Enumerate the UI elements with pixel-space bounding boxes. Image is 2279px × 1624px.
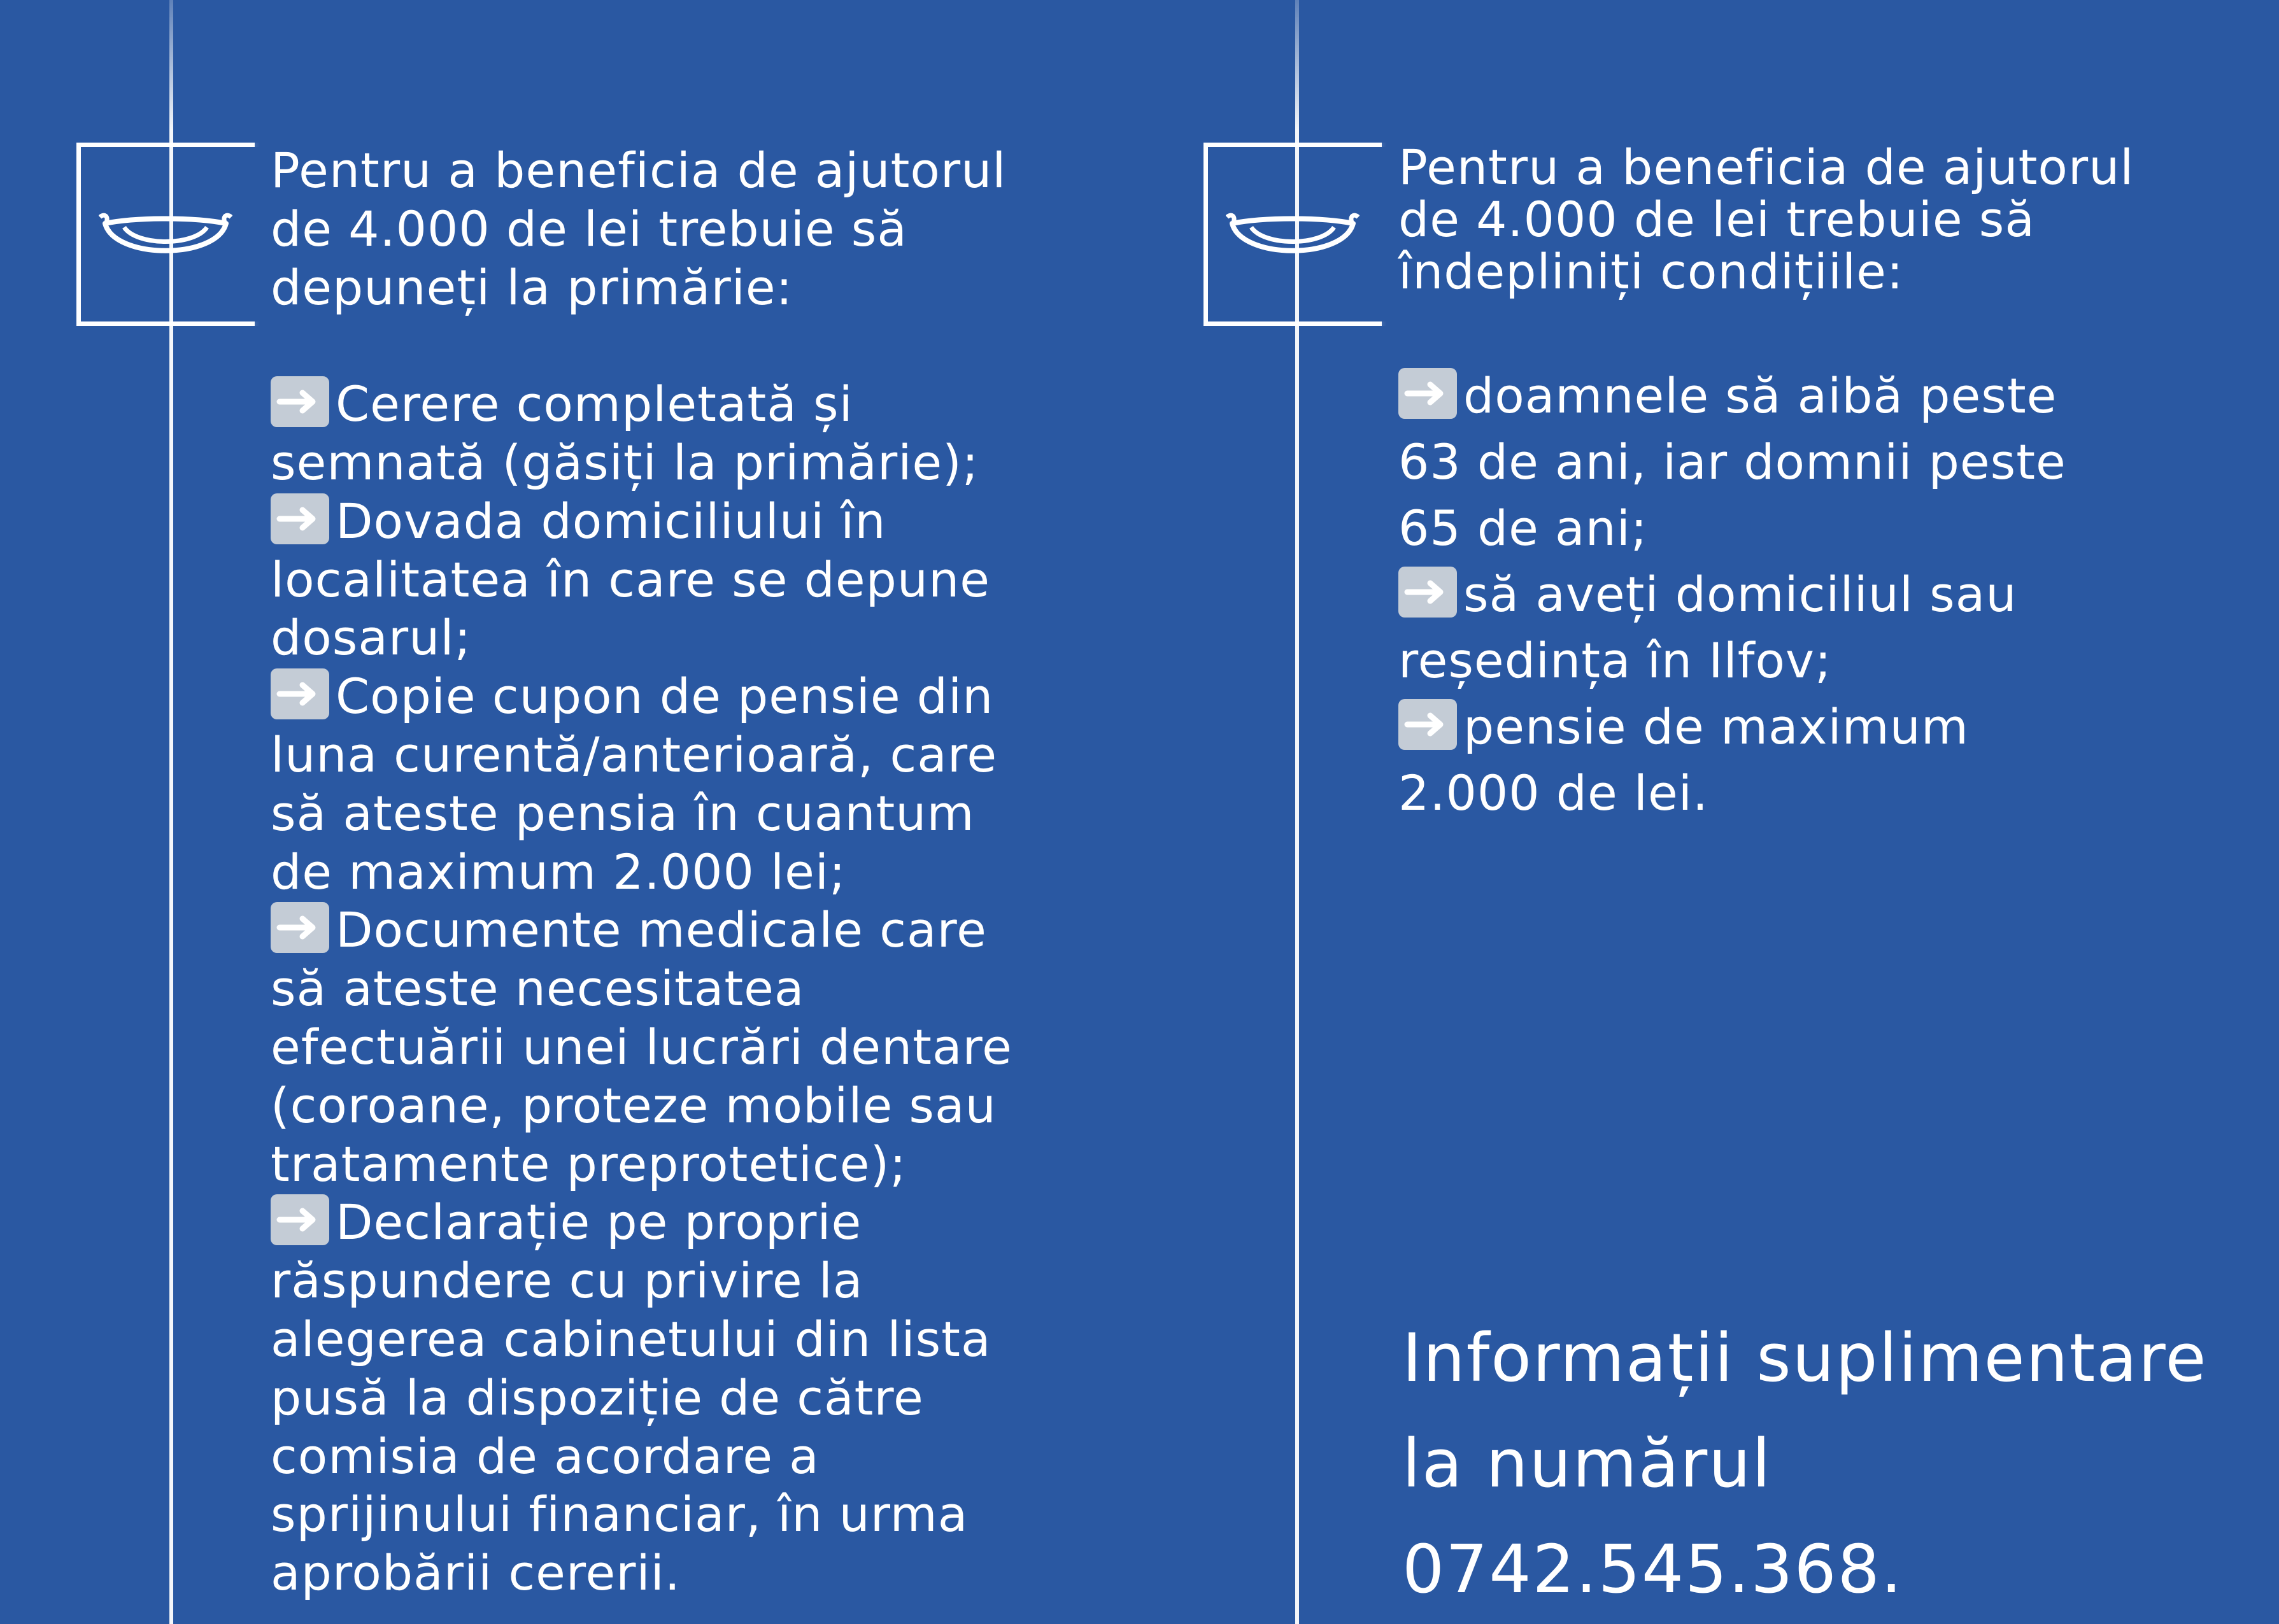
smile-mouth-icon [99, 199, 232, 269]
left-item-text: Documente medicale care să ateste necesitatea efectuării unei lucrări dentare (coroane, proteze mobile sau tratamente preprotetice); [271, 901, 1012, 1192]
right-panel-list [1398, 363, 2271, 826]
left-heading: Pentru a beneficia de ajutorul de 4.000 de lei trebuie să depuneți la primărie: [271, 142, 1007, 316]
right-item-text: pensie de maximum 2.000 de lei. [1398, 698, 1969, 821]
left-item-text: Declarație pe proprie răspundere cu privire la alegerea cabinetului din lista pusă la dispoziție de către comisia de acordare a sprijinului financiar, în urma aprobării cererii. [271, 1194, 991, 1602]
left-list-item [271, 667, 1137, 901]
right-arrow-emoji-icon [1398, 567, 1457, 618]
left-item-text: Dovada domiciliului în localitatea în care se depune dosarul; [271, 492, 990, 667]
right-list-item [1398, 561, 2271, 694]
right-item-text: să aveți domiciliul sau reședința în Ilfov; [1398, 566, 2017, 689]
right-arrow-emoji-icon [271, 668, 329, 719]
right-arrow-emoji-icon [271, 1194, 329, 1245]
right-list-item [1398, 694, 2271, 826]
left-panel [271, 141, 1137, 1602]
right-icon-frame [1203, 143, 1382, 326]
right-arrow-emoji-icon [1398, 699, 1457, 750]
right-panel-heading-block [1398, 141, 2271, 298]
right-arrow-emoji-icon [1398, 368, 1457, 419]
contact-info-text: Informații suplimentare la numărul 0742.545.368. [1402, 1319, 2208, 1608]
right-arrow-emoji-icon [271, 376, 329, 427]
right-list-item [1398, 363, 2271, 561]
left-icon-frame [76, 143, 255, 326]
smile-mouth-icon [1226, 199, 1360, 269]
left-list-item [271, 492, 1137, 667]
right-item-text: doamnele să aibă peste 63 de ani, iar domnii peste 65 de ani; [1398, 367, 2066, 556]
left-item-text: Copie cupon de pensie din luna curentă/anterioară, care să ateste pensia în cuantum de maximum 2.000 lei; [271, 668, 998, 900]
right-arrow-emoji-icon [271, 493, 329, 544]
contact-info [1402, 1305, 2268, 1622]
left-list-item [271, 1193, 1137, 1602]
left-item-text: Cerere completată și semnată (găsiți la primărie); [271, 376, 979, 491]
left-list-item [271, 901, 1137, 1193]
left-list-item [271, 375, 1137, 492]
right-heading: Pentru a beneficia de ajutorul de 4.000 de lei trebuie să îndepliniți condițiile: [1398, 139, 2134, 300]
right-arrow-emoji-icon [271, 902, 329, 953]
